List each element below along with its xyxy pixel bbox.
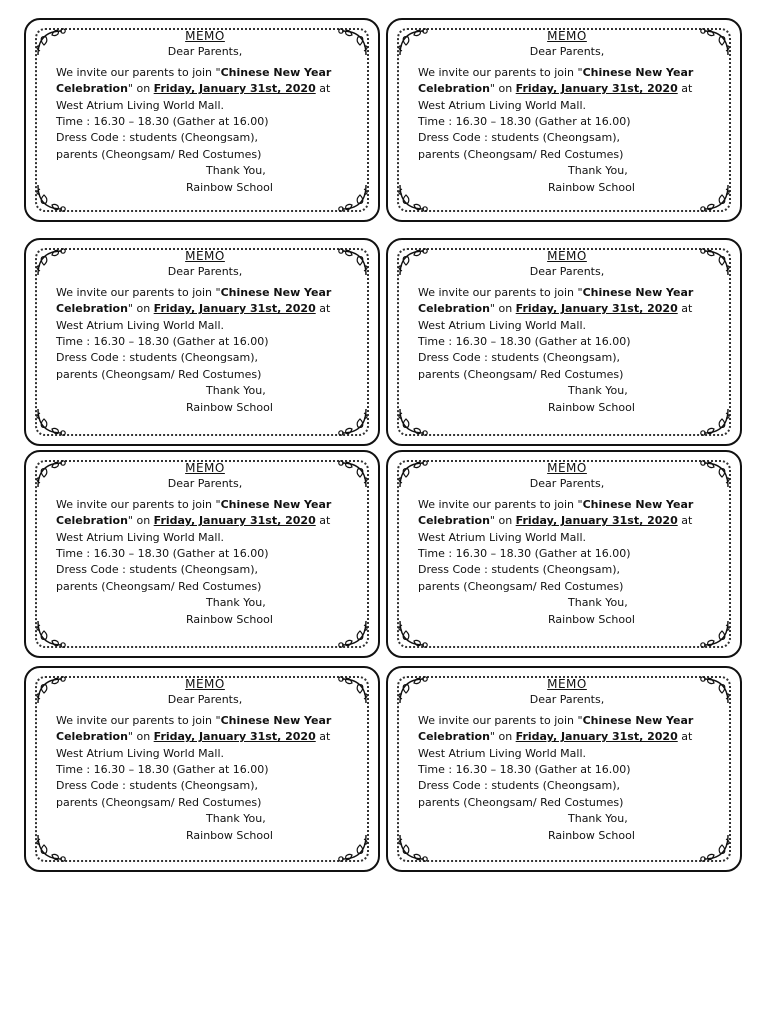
- memo-date-line: Celebration" on Friday, January 31st, 2020 at: [418, 82, 693, 96]
- event-name: Chinese New Year: [582, 285, 694, 299]
- memo-venue: West Atrium Living World Mall.: [418, 746, 587, 760]
- event-date: Friday, January 31st, 2020: [515, 514, 678, 528]
- memo-dress-parents: parents (Cheongsam/ Red Costumes): [418, 795, 624, 809]
- memo-date-line: Celebration" on Friday, January 31st, 2020 at: [418, 302, 693, 316]
- memo-invite-line: We invite our parents to join "Chinese New Year: [56, 65, 332, 79]
- memo-signature: Rainbow School: [186, 400, 273, 414]
- memo-signature: Rainbow School: [548, 400, 635, 414]
- memo-venue: West Atrium Living World Mall.: [56, 746, 225, 760]
- memo-dress-code: Dress Code : students (Cheongsam),: [56, 779, 258, 793]
- memo-invite-line: We invite our parents to join "Chinese New Year: [56, 713, 332, 727]
- event-date: Friday, January 31st, 2020: [153, 302, 316, 316]
- memo-date-line: Celebration" on Friday, January 31st, 2020 at: [56, 730, 331, 744]
- memo-dress-code: Dress Code : students (Cheongsam),: [418, 131, 620, 145]
- event-name: Chinese New Year: [582, 497, 694, 511]
- memo-signature: Rainbow School: [186, 828, 273, 842]
- memo-dress-parents: parents (Cheongsam/ Red Costumes): [56, 147, 262, 161]
- memo-content: [56, 676, 354, 844]
- memo-date-line: Celebration" on Friday, January 31st, 2020 at: [418, 730, 693, 744]
- memo-date-line: Celebration" on Friday, January 31st, 2020 at: [56, 514, 331, 528]
- memo-card: [24, 18, 380, 222]
- memo-venue: West Atrium Living World Mall.: [56, 318, 225, 332]
- memo-time: Time : 16.30 – 18.30 (Gather at 16.00): [418, 547, 631, 561]
- memo-dress-parents: parents (Cheongsam/ Red Costumes): [56, 579, 262, 593]
- memo-content: [418, 460, 716, 628]
- event-name: Chinese New Year: [220, 497, 332, 511]
- memo-date-line: Celebration" on Friday, January 31st, 2020 at: [56, 82, 331, 96]
- memo-title: MEMO: [185, 461, 225, 475]
- memo-invite-line: We invite our parents to join "Chinese New Year: [56, 497, 332, 511]
- memo-thanks: Thank You,: [568, 384, 628, 398]
- memo-time: Time : 16.30 – 18.30 (Gather at 16.00): [418, 335, 631, 349]
- memo-signature: Rainbow School: [186, 180, 273, 194]
- memo-venue: West Atrium Living World Mall.: [418, 318, 587, 332]
- memo-content: [56, 460, 354, 628]
- memo-date-line: Celebration" on Friday, January 31st, 2020 at: [418, 514, 693, 528]
- memo-thanks: Thank You,: [206, 384, 266, 398]
- memo-greeting: Dear Parents,: [529, 265, 605, 279]
- memo-invite-line: We invite our parents to join "Chinese New Year: [418, 65, 694, 79]
- event-name: Chinese New Year: [220, 285, 332, 299]
- memo-dress-parents: parents (Cheongsam/ Red Costumes): [56, 367, 262, 381]
- memo-time: Time : 16.30 – 18.30 (Gather at 16.00): [56, 763, 269, 777]
- memo-greeting: Dear Parents,: [529, 693, 605, 707]
- memo-time: Time : 16.30 – 18.30 (Gather at 16.00): [418, 763, 631, 777]
- memo-signature: Rainbow School: [548, 180, 635, 194]
- memo-greeting: Dear Parents,: [529, 477, 605, 491]
- memo-card: [24, 666, 380, 872]
- memo-dress-code: Dress Code : students (Cheongsam),: [418, 351, 620, 365]
- memo-greeting: Dear Parents,: [167, 265, 243, 279]
- event-date: Friday, January 31st, 2020: [153, 82, 316, 96]
- memo-greeting: Dear Parents,: [167, 693, 243, 707]
- memo-content: [418, 676, 716, 844]
- memo-card: [24, 238, 380, 446]
- memo-thanks: Thank You,: [568, 596, 628, 610]
- memo-dress-code: Dress Code : students (Cheongsam),: [56, 351, 258, 365]
- memo-title: MEMO: [547, 461, 587, 475]
- memo-content: [418, 28, 716, 196]
- memo-title: MEMO: [547, 249, 587, 263]
- memo-dress-parents: parents (Cheongsam/ Red Costumes): [56, 795, 262, 809]
- memo-invite-line: We invite our parents to join "Chinese New Year: [418, 713, 694, 727]
- memo-date-line: Celebration" on Friday, January 31st, 2020 at: [56, 302, 331, 316]
- memo-content: [56, 248, 354, 416]
- event-date: Friday, January 31st, 2020: [515, 730, 678, 744]
- event-name: Chinese New Year: [220, 713, 332, 727]
- event-date: Friday, January 31st, 2020: [153, 514, 316, 528]
- memo-title: MEMO: [185, 677, 225, 691]
- memo-dress-code: Dress Code : students (Cheongsam),: [56, 131, 258, 145]
- memo-thanks: Thank You,: [568, 812, 628, 826]
- event-name: Chinese New Year: [220, 65, 332, 79]
- memo-invite-line: We invite our parents to join "Chinese New Year: [56, 285, 332, 299]
- event-name: Chinese New Year: [582, 713, 694, 727]
- event-date: Friday, January 31st, 2020: [153, 730, 316, 744]
- memo-dress-parents: parents (Cheongsam/ Red Costumes): [418, 579, 624, 593]
- memo-title: MEMO: [547, 677, 587, 691]
- memo-signature: Rainbow School: [186, 612, 273, 626]
- memo-sheet: [24, 14, 742, 880]
- memo-signature: Rainbow School: [548, 828, 635, 842]
- memo-venue: West Atrium Living World Mall.: [418, 530, 587, 544]
- memo-time: Time : 16.30 – 18.30 (Gather at 16.00): [56, 335, 269, 349]
- event-date: Friday, January 31st, 2020: [515, 302, 678, 316]
- event-name: Chinese New Year: [582, 65, 694, 79]
- memo-dress-parents: parents (Cheongsam/ Red Costumes): [418, 367, 624, 381]
- memo-title: MEMO: [547, 29, 587, 43]
- memo-content: [56, 28, 354, 196]
- event-date: Friday, January 31st, 2020: [515, 82, 678, 96]
- memo-venue: West Atrium Living World Mall.: [56, 98, 225, 112]
- memo-thanks: Thank You,: [568, 164, 628, 178]
- memo-time: Time : 16.30 – 18.30 (Gather at 16.00): [56, 115, 269, 129]
- memo-dress-parents: parents (Cheongsam/ Red Costumes): [418, 147, 624, 161]
- memo-dress-code: Dress Code : students (Cheongsam),: [56, 563, 258, 577]
- memo-time: Time : 16.30 – 18.30 (Gather at 16.00): [56, 547, 269, 561]
- memo-invite-line: We invite our parents to join "Chinese New Year: [418, 497, 694, 511]
- memo-content: [418, 248, 716, 416]
- memo-card: [386, 18, 742, 222]
- memo-dress-code: Dress Code : students (Cheongsam),: [418, 779, 620, 793]
- memo-signature: Rainbow School: [548, 612, 635, 626]
- memo-thanks: Thank You,: [206, 812, 266, 826]
- memo-invite-line: We invite our parents to join "Chinese New Year: [418, 285, 694, 299]
- memo-venue: West Atrium Living World Mall.: [56, 530, 225, 544]
- memo-card: [386, 450, 742, 658]
- memo-thanks: Thank You,: [206, 164, 266, 178]
- memo-greeting: Dear Parents,: [167, 45, 243, 59]
- memo-greeting: Dear Parents,: [529, 45, 605, 59]
- memo-greeting: Dear Parents,: [167, 477, 243, 491]
- memo-card: [386, 238, 742, 446]
- memo-time: Time : 16.30 – 18.30 (Gather at 16.00): [418, 115, 631, 129]
- memo-venue: West Atrium Living World Mall.: [418, 98, 587, 112]
- memo-title: MEMO: [185, 29, 225, 43]
- memo-dress-code: Dress Code : students (Cheongsam),: [418, 563, 620, 577]
- memo-card: [24, 450, 380, 658]
- memo-thanks: Thank You,: [206, 596, 266, 610]
- memo-card: [386, 666, 742, 872]
- memo-title: MEMO: [185, 249, 225, 263]
